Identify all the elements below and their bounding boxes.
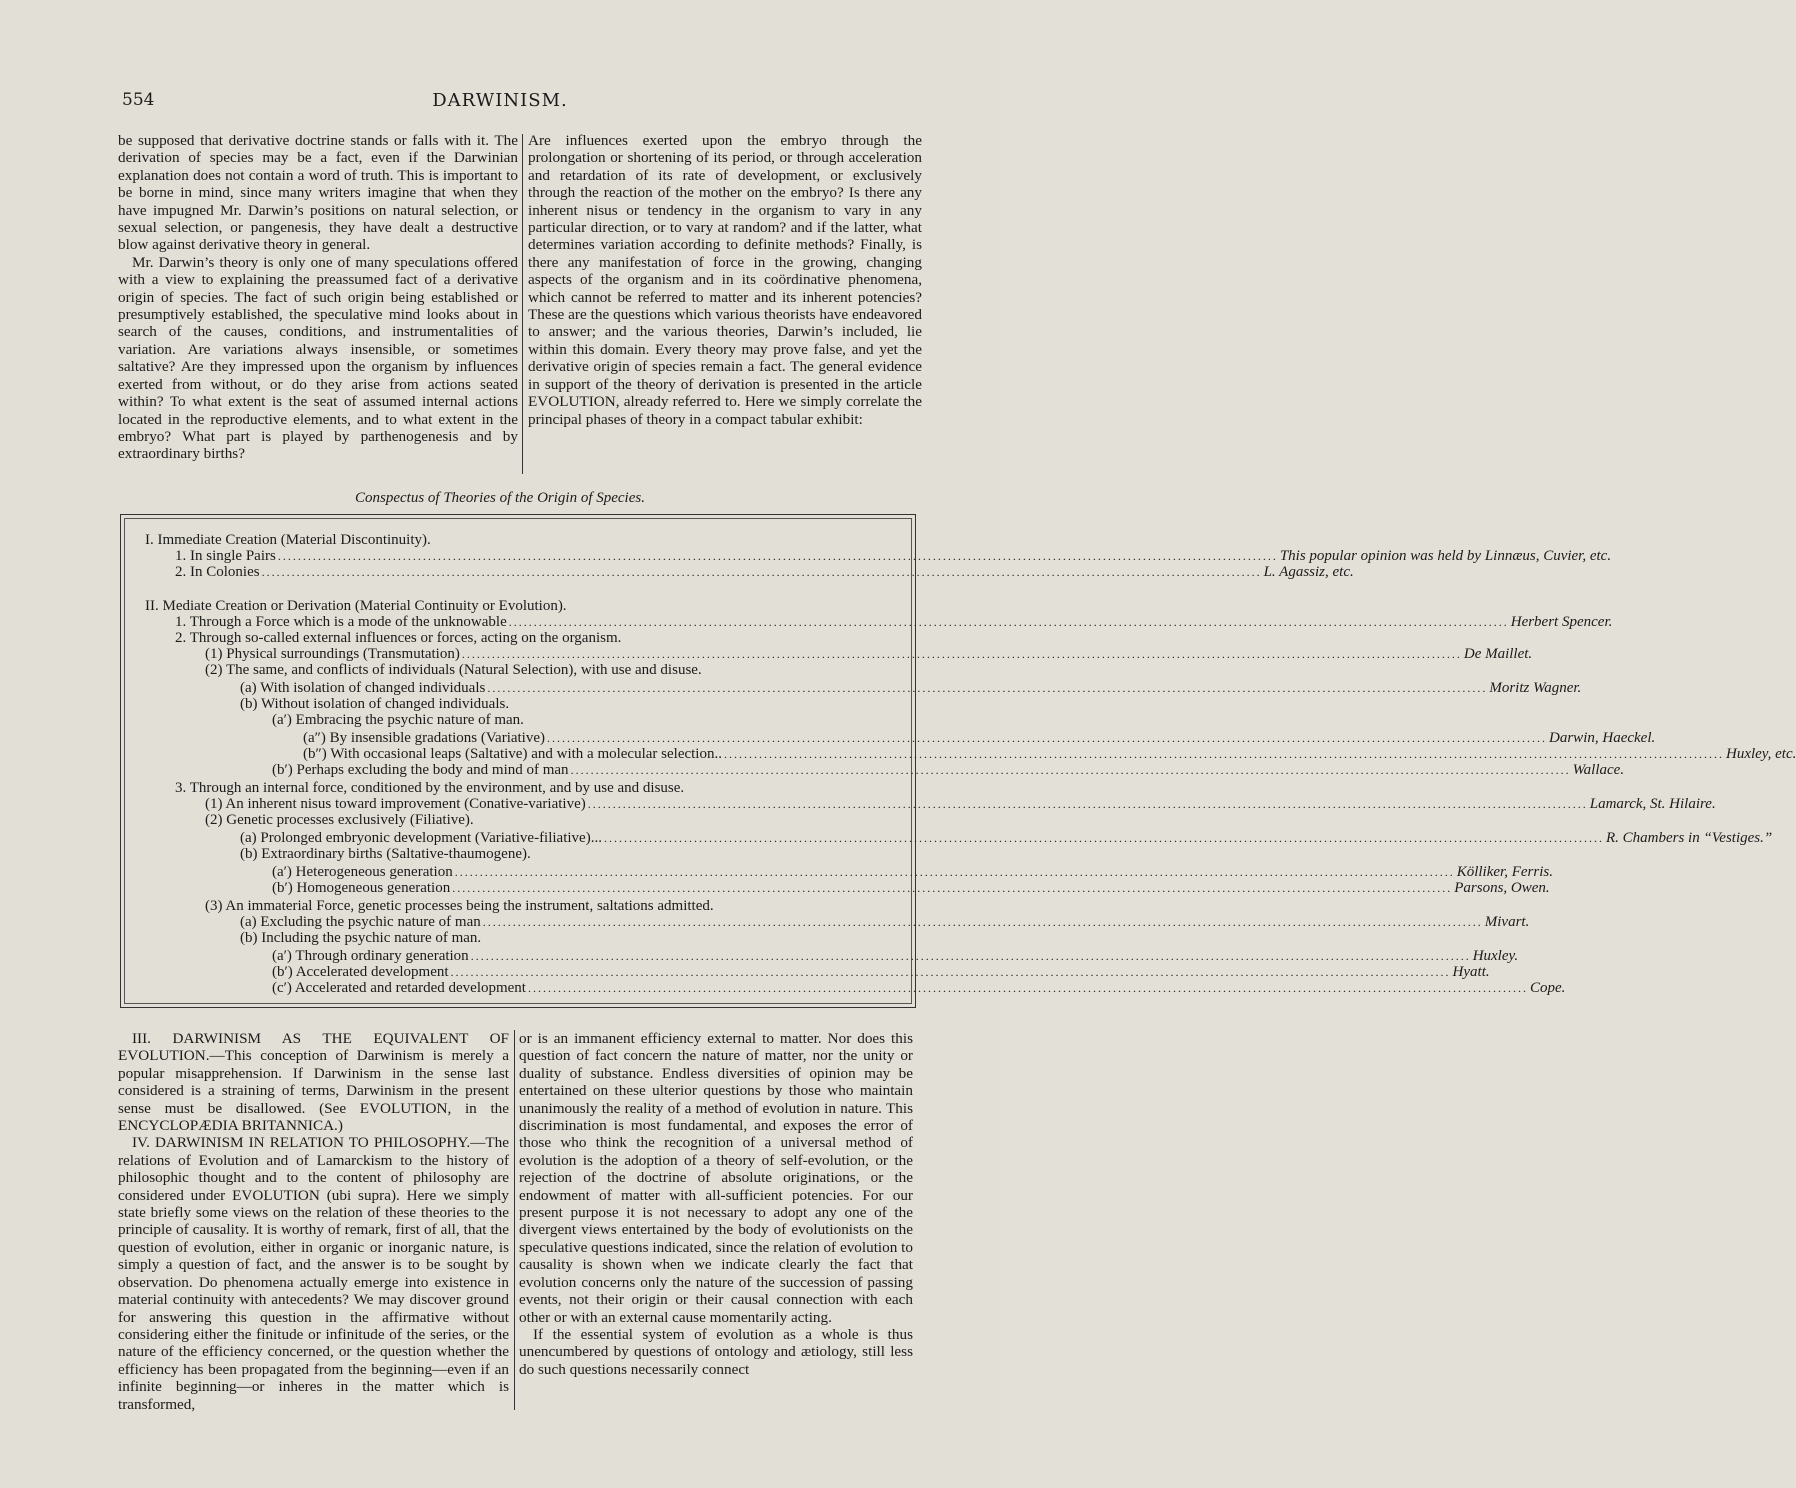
conspectus-line (175, 614, 1613, 630)
conspectus-entry: (a′) Embracing the psychic nature of man. (272, 712, 524, 728)
conspectus-entry: II. Mediate Creation or Derivation (Material Continuity or Evolution). (145, 598, 567, 614)
conspectus-line (175, 780, 684, 796)
conspectus-author: Kölliker, Ferris. (1456, 864, 1553, 880)
conspectus-author: Hyatt. (1452, 964, 1490, 980)
conspectus-entry: (2) Genetic processes exclusively (Filiative). (205, 812, 474, 828)
conspectus-line (272, 864, 1553, 880)
dot-leader: ........................................................................................................................................................................................................ (261, 565, 1262, 579)
paragraph: IV. DARWINISM IN RELATION TO PHILOSOPHY.—The relations of Evolution and of Lamarckism to the history of philosophic thought and to the content of philosophy are considered under EVOLUTION (ubi supra). Here we simply state briefly some views on the relation of these theories to the principle of causality. It is worthy of remark, first of all, that the question of evolution, either in organic or inorganic nature, is simply a question of fact, and the answer is to be sought by observation. Do phenomena actually emerge into existence in material continuity with antecedents? We may discover ground for answering this question in the affirmative without considering either the finitude or infinitude of the series, or the nature of the efficiency concerned, or the question whether the efficiency has been propagated from the beginning—even if an infinite beginning—or inheres in the matter which is transformed, (118, 1134, 509, 1413)
conspectus-author: Darwin, Haeckel. (1549, 730, 1656, 746)
conspectus-line (272, 762, 1625, 778)
paragraph: If the essential system of evolution as a whole is thus unencumbered by questions of ontology and ætiology, still less do such questions necessarily connect (519, 1325, 913, 1378)
conspectus-entry: (b′) Homogeneous generation (272, 880, 451, 896)
conspectus-entry: (1) Physical surroundings (Transmutation) (205, 646, 460, 662)
paragraph: Are influences exerted upon the embryo through the prolongation or shortening of its period, or through acceleration and retardation of its rate of development, or exclusively through the reaction of the mother on the embryo? Is there any inherent nisus or tendency in the organism to vary in any particular direction, or to vary at random? and if the latter, what determines variation according to definite methods? Finally, is there any manifestation of force in the growing, changing aspects of the organism and in its coördinative phenomena, which cannot be referred to matter and its inherent potencies? These are the questions which various theorists have endeavored to answer; and the various theories, Darwin’s included, lie within this domain. Every theory may prove false, and yet the derivative origin of species remain a fact. The general evidence in support of the theory of derivation is presented in the article EVOLUTION, already referred to. Here we simply correlate the principal phases of theory in a compact tabular exhibit: (528, 132, 922, 428)
dot-leader: ........................................................................................................................................................................................................ (508, 615, 1509, 629)
conspectus-line (205, 796, 1716, 812)
paragraph: or is an immanent efficiency external to matter. Nor does this question of fact concern the nature of matter, nor the unity or duality of substance. Endless diversities of opinion may be entertained on these ulterior questions by those who maintain unanimously the reality of a method of evolution in nature. This discrimination is most fundamental, and exposes the error of those who think the recognition of a universal method of evolution is the adoption of a theory of self-evolution, or the rejection of the doctrine of absolute originations, or the endowment of matter with all-sufficient potencies. For our present purpose it is not necessary to adopt any one of the divergent views entertained by the body of evolutionists on the speculative questions indicated, since the relation of evolution to causality is shown when we indicate clearly the fact that evolution concerns only the nature of the succession of passing events, not their origin or their causal connection with each other or with an external cause momentarily acting. (519, 1030, 913, 1326)
conspectus-entry: (c′) Accelerated and retarded development (272, 980, 526, 996)
conspectus-author: Huxley. (1472, 948, 1519, 964)
bottom-right-column (519, 1030, 913, 1378)
paragraph: be supposed that derivative doctrine stands or falls with it. The derivation of species may be a fact, even if the Darwinian explanation does not contain a word of truth. This is important to be borne in mind, since many writers imagine that when they have impugned Mr. Darwin’s positions on natural selection, or sexual selection, or pangenesis, they have dealt a destructive blow against derivative theory in general. (118, 132, 518, 254)
conspectus-line (240, 830, 1773, 846)
conspectus-author: Wallace. (1572, 762, 1625, 778)
column-divider (514, 1030, 515, 1410)
conspectus-author: R. Chambers in “Vestiges.” (1605, 830, 1773, 846)
conspectus-entry: (b′) Perhaps excluding the body and mind of man (272, 762, 569, 778)
conspectus-line (240, 914, 1530, 930)
dot-leader: ........................................................................................................................................................................................................ (452, 881, 1453, 895)
running-head: DARWINISM. (432, 90, 568, 111)
conspectus-line (272, 948, 1519, 964)
conspectus-line (272, 980, 1566, 996)
dot-leader: ........................................................................................................................................................................................................ (450, 965, 1451, 979)
conspectus-entry: (1) An inherent nisus toward improvement (Conative-variative) (205, 796, 586, 812)
dot-leader: ........................................................................................................................................................................................................ (487, 681, 1488, 695)
dot-leader: ........................................................................................................................................................................................................ (277, 549, 1278, 563)
conspectus-entry: (2) The same, and conflicts of individuals (Natural Selection), with use and disuse. (205, 662, 702, 678)
conspectus-author: De Maillet. (1463, 646, 1533, 662)
conspectus-author: Lamarck, St. Hilaire. (1589, 796, 1716, 812)
conspectus-entry: (a) With isolation of changed individuals (240, 680, 486, 696)
conspectus-entry: (3) An immaterial Force, genetic processes being the instrument, saltations admitted. (205, 898, 714, 914)
conspectus-entry: (b) Including the psychic nature of man. (240, 930, 482, 946)
conspectus-line (205, 662, 702, 678)
conspectus-author: Cope. (1529, 980, 1566, 996)
conspectus-entry: (a′) Through ordinary generation (272, 948, 469, 964)
conspectus-line (175, 548, 1612, 564)
conspectus-line (205, 812, 474, 828)
conspectus-line (205, 646, 1533, 662)
paragraph: III. DARWINISM AS THE EQUIVALENT OF EVOLUTION.—This conception of Darwinism is merely a popular misapprehension. If Darwinism in the sense last considered is a straining of terms, Darwinism in the present sense must be disallowed. (See EVOLUTION, in the ENCYCLOPÆDIA BRITANNICA.) (118, 1030, 509, 1135)
conspectus-line (272, 712, 524, 728)
conspectus-entry: 2. In Colonies (175, 564, 260, 580)
top-right-column (528, 132, 922, 428)
conspectus-entry: I. Immediate Creation (Material Discontinuity). (145, 532, 431, 548)
conspectus-line (303, 730, 1656, 746)
conspectus-entry: (a″) By insensible gradations (Variative) (303, 730, 546, 746)
conspectus-author: Mivart. (1484, 914, 1530, 930)
conspectus-entry: (b″) With occasional leaps (Saltative) and with a molecular selection.. (303, 746, 722, 762)
conspectus-line (240, 696, 509, 712)
conspectus-line (240, 930, 481, 946)
dot-leader: ........................................................................................................................................................................................................ (470, 949, 1471, 963)
conspectus-entry: 3. Through an internal force, conditioned by the environment, and by use and disuse. (175, 780, 685, 796)
conspectus-author: Parsons, Owen. (1454, 880, 1550, 896)
dot-leader: ........................................................................................................................................................................................................ (547, 731, 1548, 745)
conspectus-line (145, 532, 431, 548)
dot-leader: ........................................................................................................................................................................................................ (723, 747, 1724, 761)
conspectus-line (272, 964, 1490, 980)
conspectus-entry: (a) Excluding the psychic nature of man (240, 914, 481, 930)
table-caption: Conspectus of Theories of the Origin of Species. (355, 490, 645, 506)
dot-leader: ........................................................................................................................................................................................................ (461, 647, 1462, 661)
bottom-left-column (118, 1030, 509, 1413)
conspectus-entry: (a′) Heterogeneous generation (272, 864, 453, 880)
conspectus-entry: (b) Without isolation of changed individuals. (240, 696, 510, 712)
conspectus-entry: 2. Through so-called external influences or forces, acting on the organism. (175, 630, 622, 646)
conspectus-line (240, 846, 531, 862)
conspectus-entry: 1. Through a Force which is a mode of the unknowable (175, 614, 507, 630)
dot-leader: ........................................................................................................................................................................................................ (587, 797, 1588, 811)
dot-leader: ........................................................................................................................................................................................................ (454, 865, 1455, 879)
conspectus-line (272, 880, 1550, 896)
dot-leader: ........................................................................................................................................................................................................ (603, 831, 1604, 845)
paragraph: Mr. Darwin’s theory is only one of many speculations offered with a view to explaining the preassumed fact of a derivative origin of species. The fact of such origin being established or presumptively established, the speculative mind looks about in search of the causes, conditions, and instrumentalities of variation. Are variations always insensible, or sometimes saltative? Are they impressed upon the organism by influences exerted from without, or do they arise from actions seated within? To what extent is the seat of assumed internal actions located in the reproductive elements, and to what extent in the embryo? What part is played by parthenogenesis and by extraordinary births? (118, 253, 518, 463)
conspectus-author: Huxley, etc. (1725, 746, 1796, 762)
conspectus-author: Moritz Wagner. (1489, 680, 1582, 696)
conspectus-line (303, 746, 1796, 762)
dot-leader: ........................................................................................................................................................................................................ (482, 915, 1483, 929)
conspectus-author: Herbert Spencer. (1510, 614, 1613, 630)
column-divider (522, 134, 523, 474)
conspectus-line (145, 598, 567, 614)
conspectus-author: L. Agassiz, etc. (1263, 564, 1354, 580)
dot-leader: ........................................................................................................................................................................................................ (527, 981, 1528, 995)
conspectus-entry: 1. In single Pairs (175, 548, 276, 564)
conspectus-line (240, 680, 1582, 696)
conspectus-entry: (b) Extraordinary births (Saltative-thaumogene). (240, 846, 531, 862)
conspectus-entry: (b′) Accelerated development (272, 964, 449, 980)
conspectus-author: This popular opinion was held by Linnæus, Cuvier, etc. (1279, 548, 1612, 564)
top-left-column (118, 132, 518, 463)
conspectus-line (175, 564, 1354, 580)
conspectus-line (175, 630, 621, 646)
page-number: 554 (122, 90, 155, 110)
conspectus-line (205, 898, 714, 914)
dot-leader: ........................................................................................................................................................................................................ (570, 763, 1571, 777)
conspectus-entry: (a) Prolonged embryonic development (Variative-filiative)... (240, 830, 602, 846)
